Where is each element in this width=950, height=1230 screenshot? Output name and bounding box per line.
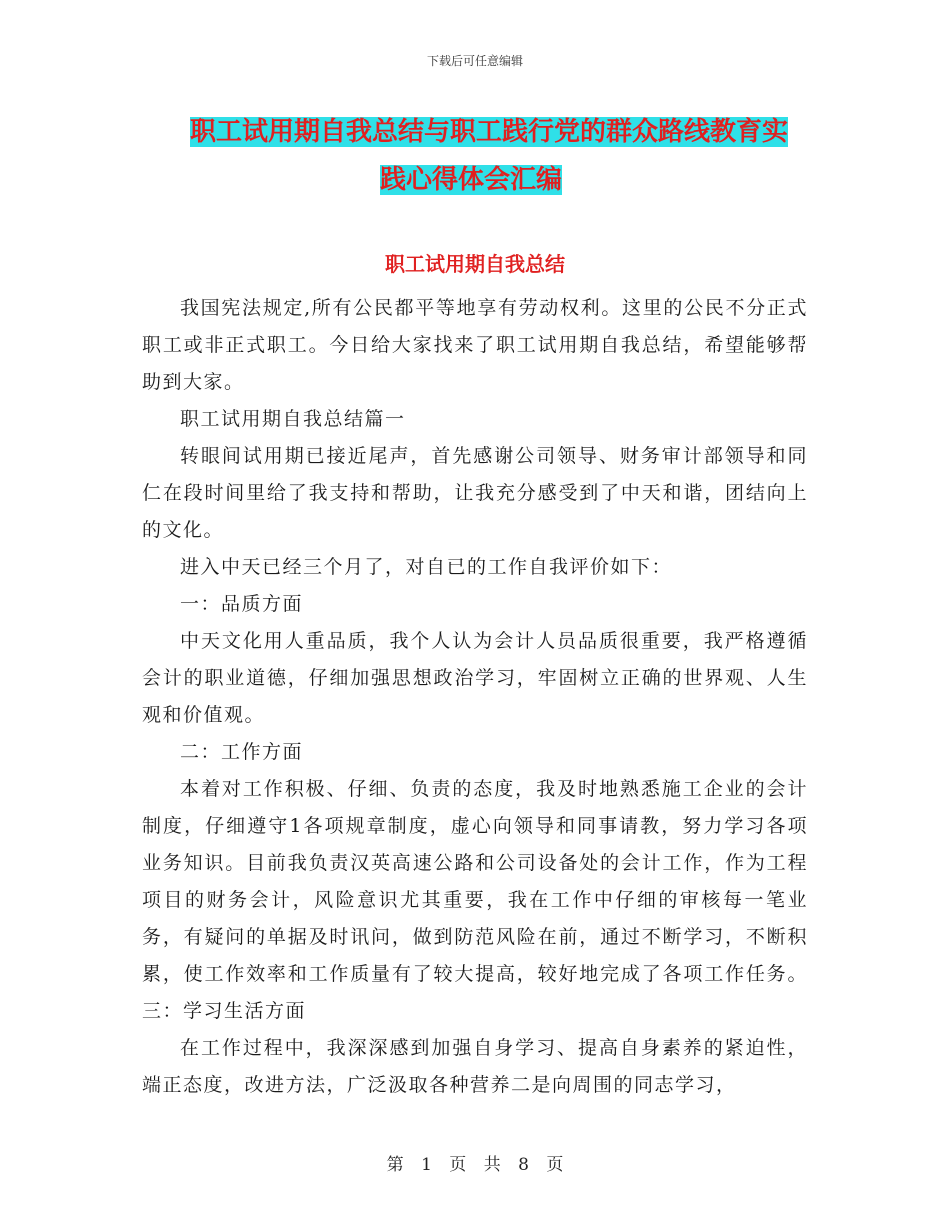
page-label: 第 [386,1155,404,1175]
paragraph: 本着对工作积极、仔细、负责的态度，我及时地熟悉施工企业的会计制度，仔细遵守1各项规章制度，虚心向领导和同事请教，努力学习各项业务知识。目前我负责汉英高速公路和公司设备处的会计工作，作为工程项目的财务会计，风险意识尤其重要，我在工作中仔细的审核每一笔业务，有疑问的单据及时讯问，做到防范风险在前，通过不断学习，不断积累，使工作效率和工作质量有了较大提高，较好地完成了各项工作任务。 三：学习生活方面 [142,778,808,1022]
paragraph: 一：品质方面 [180,593,304,615]
title-line-2: 践心得体会汇编 [380,165,563,195]
paragraph: 进入中天已经三个月了，对自已的工作自我评价如下： [180,556,673,578]
total-label: 共 [483,1155,501,1175]
document-title [190,108,810,204]
paragraph: 中天文化用人重品质，我个人认为会计人员品质很重要，我严格遵循会计的职业道德，仔细加强思想政治学习，牢固树立正确的世界观、人生观和价值观。 [142,630,808,726]
paragraph: 转眼间试用期已接近尾声，首先感谢公司领导、财务审计部领导和同仁在段时间里给了我支持和帮助，让我充分感受到了中天和谐，团结向上的文化。 [142,445,808,541]
total-pages: 8 [518,1155,529,1175]
paragraph: 二：工作方面 [180,741,304,763]
header-note: 下载后可任意编辑 [426,54,523,68]
paragraph: 职工试用期自我总结篇一 [180,408,406,430]
paragraph: 在工作过程中，我深深感到加强自身学习、提高自身素养的紧迫性，端正态度，改进方法，广泛汲取各种营养二是向周围的同志学习， [142,1037,808,1096]
page-number: 1 [421,1155,432,1175]
document-body [142,290,808,1104]
paragraph: 我国宪法规定,所有公民都平等地享有劳动权利。这里的公民不分正式职工或非正式职工。今日给大家找来了职工试用期自我总结，希望能够帮助到大家。 [142,297,808,393]
page-unit: 页 [449,1155,467,1175]
total-unit: 页 [546,1155,564,1175]
title-line-1: 职工试用期自我总结与职工践行党的群众路线教育实 [190,117,789,147]
page-footer [0,1150,950,1175]
section-title: 职工试用期自我总结 [385,252,565,276]
